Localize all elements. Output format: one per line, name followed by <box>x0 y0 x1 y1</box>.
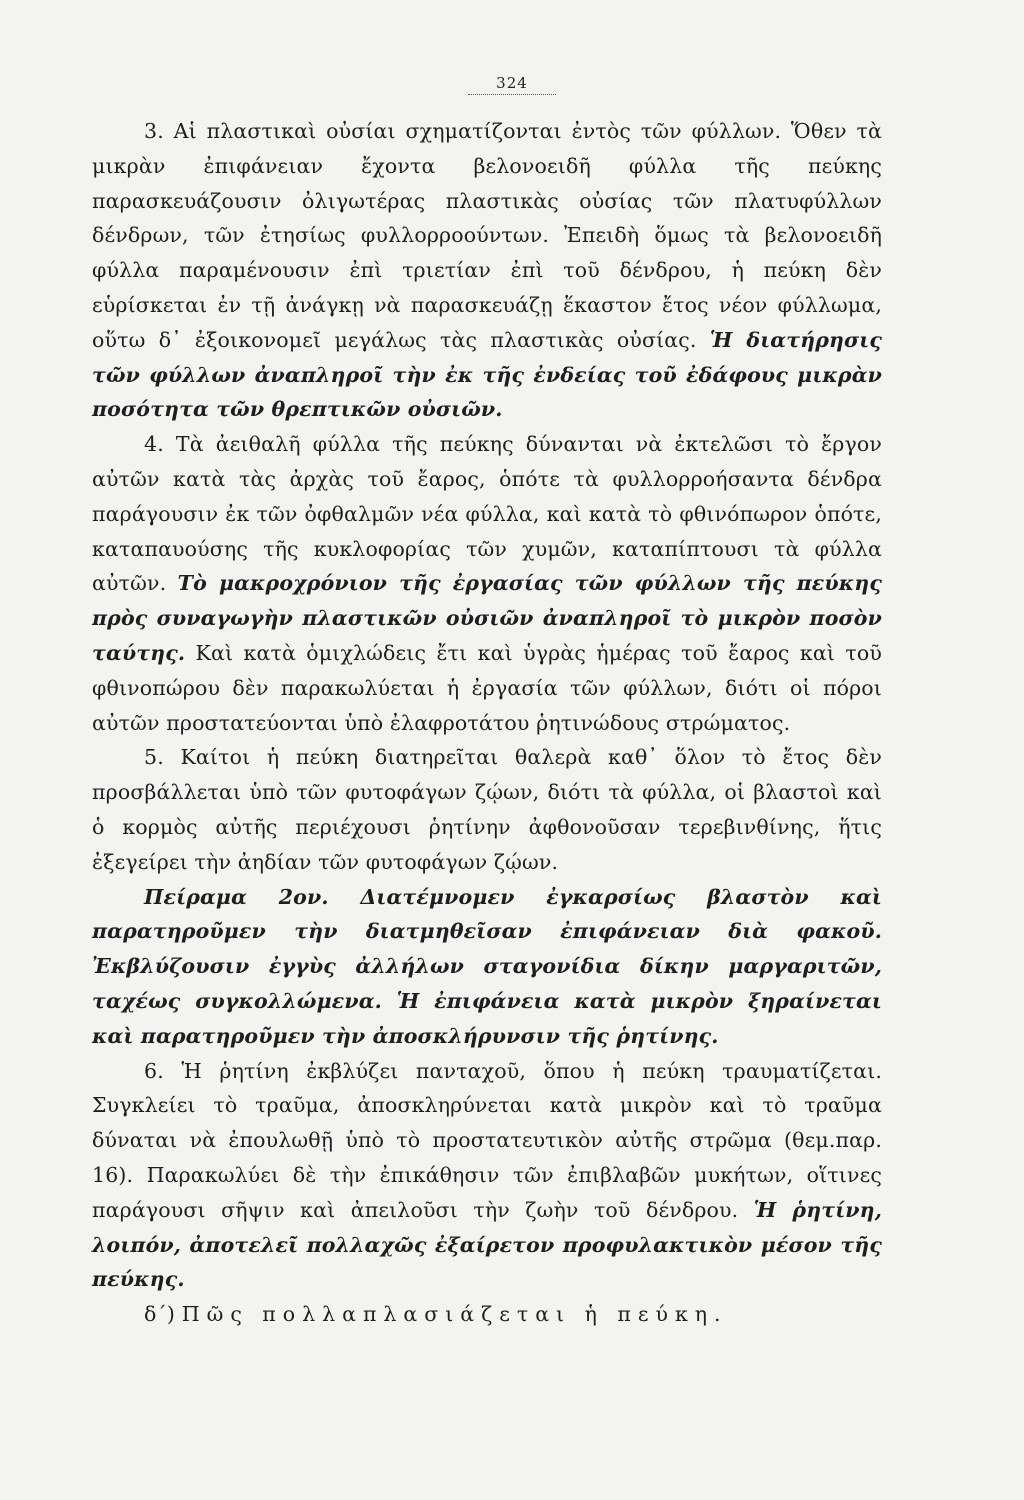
paragraph-text: Καὶ κατὰ ὁμιχλώδεις ἔτι καὶ ὑγρὰς ἡμέρας τοῦ ἔαρος καὶ τοῦ φθινοπώρου δὲν παρακωλύεται ἡ ἐργασία τῶν φύλλων, διότι οἱ πόροι αὐτῶν προστατεύονται ὑπὸ ἐλαφροτάτου ῥητινώδους στρώματος. <box>92 640 882 735</box>
page-number-text: 324 <box>468 74 556 95</box>
emphasized-text: Ἡ ῥητίνη, λοιπόν, ἀποτελεῖ πολλαχῶς ἐξαίρετον προφυλακτικὸν μέσον τῆς πεύκης. <box>92 1197 882 1292</box>
emphasized-text: Τὸ μακροχρόνιον τῆς ἐργασίας τῶν φύλλων τῆς πεύκης πρὸς συναγωγὴν πλαστικῶν οὐσιῶν ἀναπληροῖ τὸ μικρὸν ποσὸν ταύτης. <box>92 571 882 665</box>
section-heading-label: δ΄) <box>144 1302 182 1327</box>
emphasized-text: Ἡ διατήρησις τῶν φύλλων ἀναπληροῖ τὴν ἐκ τῆς ἐνδείας τοῦ ἐδάφους μικρὰν ποσότητα τῶν θρεπτικῶν οὐσιῶν. <box>92 327 882 422</box>
paragraph-text: 3. Αἱ πλαστικαὶ οὐσίαι σχηματίζονται ἐντὸς τῶν φύλλων. Ὅθεν τὰ μικρὰν ἐπιφάνειαν ἔχοντα βελονοειδῆ φύλλα τῆς πεύκης παρασκευάζουσιν ὀλιγωτέρας πλαστικὰς οὐσίας τῶν πλατυφύλλων δένδρων, τῶν ἐτησίως φυλλορροούντων. Ἐπειδὴ ὅμως τὰ βελονοειδῆ φύλλα παραμένουσιν ἐπὶ τριετίαν ἐπὶ τοῦ δένδρου, ἡ πεύκη δὲν εὑρίσκεται ἐν τῇ ἀνάγκῃ νὰ παρασκευάζῃ ἕκαστον ἔτος νέον φύλλωμα, οὕτω δ᾽ ἐξοικονομεῖ μεγάλως τὰς πλαστικὰς οὐσίας. <box>92 119 882 352</box>
emphasized-text: Πείραμα 2ον. Διατέμνομεν ἐγκαρσίως βλαστὸν καὶ παρατηροῦμεν τὴν διατμηθεῖσαν ἐπιφάνειαν διὰ φακοῦ. Ἐκβλύζουσιν ἐγγὺς ἀλλήλων σταγονίδια δίκην μαργαριτῶν, ταχέως συγκολλώμενα. Ἡ ἐπιφάνεια κατὰ μικρὸν ξηραίνεται καὶ παρατηροῦμεν τὴν ἀποσκλήρυνσιν τῆς ῥητίνης. <box>92 884 882 1048</box>
section-heading <box>92 1297 882 1332</box>
page-number <box>0 74 1024 95</box>
paragraph-text: 6. Ἡ ῥητίνη ἐκβλύζει πανταχοῦ, ὅπου ἡ πεύκη τραυματίζεται. Συγκλείει τὸ τραῦμα, ἀποσκληρύνεται κατὰ μικρὸν καὶ τὸ τραῦμα δύναται νὰ ἐπουλωθῇ ὑπὸ τὸ προστατευτικὸν αὐτῆς στρῶμα (θεμ.παρ. 16). Παρακωλύει δὲ τὴν ἐπικάθησιν τῶν ἐπιβλαβῶν μυκήτων, οἵτινες παράγουσι σῆψιν καὶ ἀπειλοῦσι τὴν ζωὴν τοῦ δένδρου. <box>92 1058 882 1222</box>
section-heading-text: Πῶς πολλαπλασιάζεται ἡ πεύκη. <box>181 1302 728 1327</box>
experiment-paragraph <box>92 880 882 1054</box>
paragraph-3 <box>92 114 882 427</box>
paragraph-4 <box>92 427 882 740</box>
paragraph-6 <box>92 1054 882 1298</box>
paragraph-5 <box>92 740 882 879</box>
paragraph-text: 5. Καίτοι ἡ πεύκη διατηρεῖται θαλερὰ καθ᾽ ὅλον τὸ ἔτος δὲν προσβάλλεται ὑπὸ τῶν φυτοφάγων ζῴων, διότι τὰ φύλλα, οἱ βλαστοὶ καὶ ὁ κορμὸς αὐτῆς περιέχουσι ῥητίνην ἀφθονοῦσαν τερεβινθίνης, ἥτις ἐξεγείρει τὴν ἀηδίαν τῶν φυτοφάγων ζῴων. <box>92 745 882 874</box>
paragraph-text: 4. Τὰ ἀειθαλῆ φύλλα τῆς πεύκης δύνανται νὰ ἐκτελῶσι τὸ ἔργον αὐτῶν κατὰ τὰς ἀρχὰς τοῦ ἔαρος, ὁπότε τὰ φυλλορροήσαντα δένδρα παράγουσιν ἐκ τῶν ὀφθαλμῶν νέα φύλλα, καὶ κατὰ τὸ φθινόπωρον ὁπότε, καταπαυούσης τῆς κυκλοφορίας τῶν χυμῶν, καταπίπτουσι τὰ φύλλα αὐτῶν. <box>92 432 882 596</box>
body-text <box>92 114 882 1332</box>
